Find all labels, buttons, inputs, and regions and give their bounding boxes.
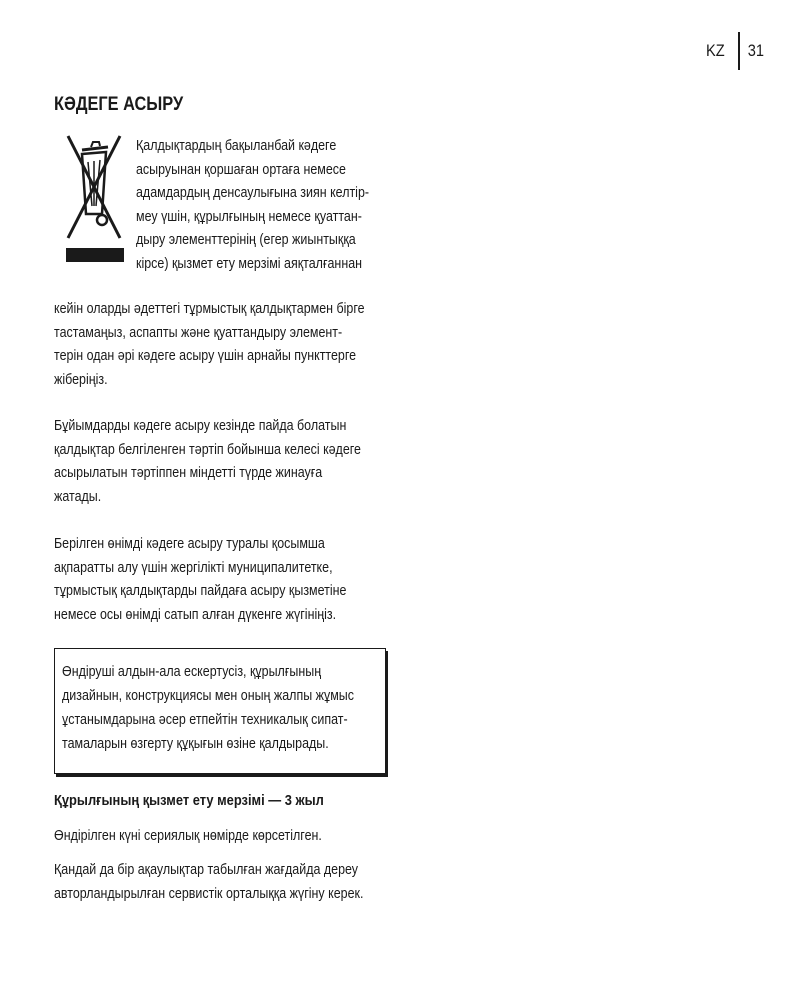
section-title: КӘДЕГЕ АСЫРУ bbox=[54, 94, 184, 115]
text-line: тұрмыстық қалдықтарды пайдаға асыру қызметіне bbox=[54, 583, 347, 599]
crossed-out-wheelie-bin-icon bbox=[62, 130, 126, 266]
text-line: жіберіңіз. bbox=[54, 371, 108, 388]
text-line: терін одан әрі кәдеге асыру үшін арнайы пункттерге bbox=[54, 348, 357, 364]
text-line: Бұйымдарды кәдеге асыру кезінде пайда болатын bbox=[54, 418, 347, 434]
text-line: меу үшін, құрылғының немесе қуаттан- bbox=[136, 208, 362, 225]
paragraph-1-continued bbox=[54, 298, 365, 392]
language-code: KZ bbox=[706, 41, 725, 60]
service-life-heading: Құрылғының қызмет ету мерзімі — 3 жыл bbox=[54, 792, 324, 809]
text-line: ақпаратты алу үшін жергілікті муниципалитетке, bbox=[54, 559, 333, 576]
text-line: Өндіруші алдын-ала ескертусіз, құрылғының bbox=[62, 664, 322, 680]
text-line: Берілген өнімді кәдеге асыру туралы қосымша bbox=[54, 536, 325, 552]
paragraph-3 bbox=[54, 533, 346, 627]
text-line: авторландырылған сервистік орталыққа жүгіну керек. bbox=[54, 885, 364, 902]
paragraph-2 bbox=[54, 415, 361, 509]
text-line: асырылатын тәртіппен міндетті түрде жинауға bbox=[54, 465, 323, 481]
text-line: тастамаңыз, аспапты және қуаттандыру элемент- bbox=[54, 324, 343, 341]
manufacture-date-text bbox=[54, 825, 322, 849]
service-center-text bbox=[54, 859, 363, 906]
page-header bbox=[706, 32, 768, 70]
text-line: жатады. bbox=[54, 488, 102, 505]
text-line: Қандай да бір ақаулықтар табылған жағдайда дереу bbox=[54, 862, 359, 878]
text-line: адамдардың денсаулығына зиян келтір- bbox=[136, 185, 370, 201]
text-line: немесе осы өнімді сатып алған дүкенге жүгініңіз. bbox=[54, 606, 337, 623]
page-number: 31 bbox=[747, 41, 764, 60]
text-line: қалдықтар белгіленген тәртіп бойынша келесі кәдеге bbox=[54, 441, 361, 458]
text-line: асыруынан қоршаған ортаға немесе bbox=[136, 161, 346, 178]
text-line: дизайнын, конструкциясы мен оның жалпы жұмыс bbox=[62, 688, 354, 704]
text-line: тамаларын өзгерту құқығын өзіне қалдырады. bbox=[62, 736, 329, 752]
text-line: Қалдықтардың бақыланбай кәдеге bbox=[136, 138, 337, 154]
text-line: кейін оларды әдеттегі тұрмыстық қалдықтармен бірге bbox=[54, 301, 365, 317]
text-line: дыру элементтерінің (егер жиынтыққа bbox=[136, 232, 356, 248]
text-line: Өндірілген күні сериялық нөмірде көрсетілген. bbox=[54, 828, 322, 844]
paragraph-1-wrapped bbox=[136, 135, 369, 276]
text-line: ұстанымдарына әсер етпейтін техникалық сипат- bbox=[62, 712, 348, 728]
text-line: кірсе) қызмет ету мерзімі аяқталғаннан bbox=[136, 255, 363, 272]
notice-text bbox=[62, 660, 354, 756]
